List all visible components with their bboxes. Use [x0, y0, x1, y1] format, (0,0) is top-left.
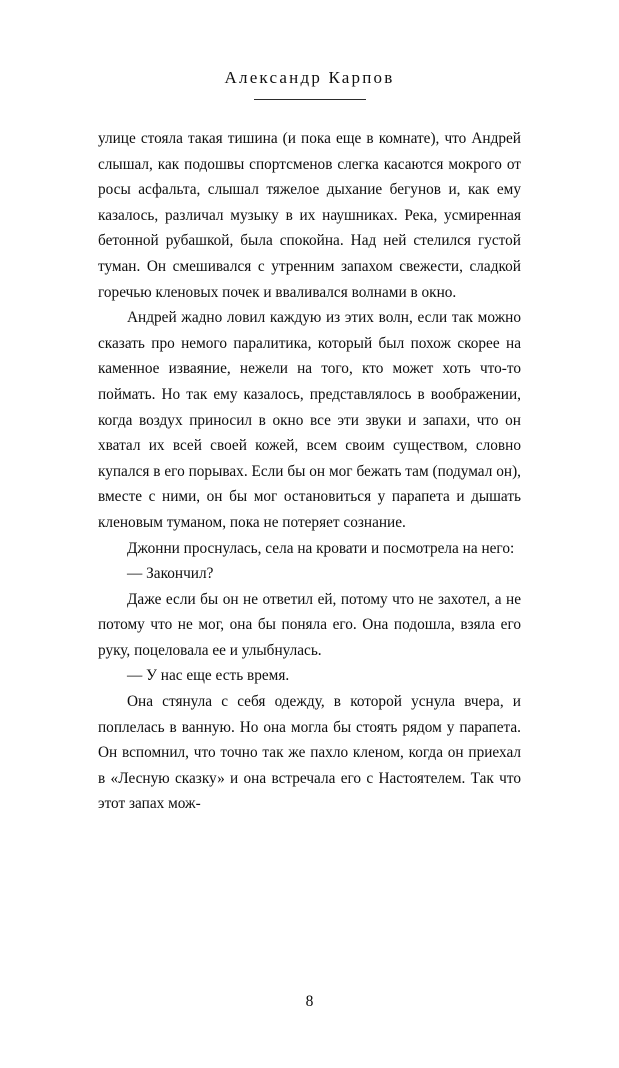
running-head-author: Александр Карпов [224, 68, 395, 87]
paragraph-7: Она стянула с себя одежду, в которой уснула вчера, и поплелась в ванную. Но она могла бы стоять рядом у парапета. Он вспомнил, что точно так же пахло кленом, когда он приехал в «Лесную сказку» и она встречала его с Настоятелем. Так что этот запах мож- [98, 693, 521, 813]
header-divider-rule [254, 99, 366, 100]
paragraph-3: Джонни проснулась, села на кровати и посмотрела на него: [127, 539, 515, 557]
paragraph-4-dialogue: — Закончил? [127, 565, 214, 583]
page-body-text [98, 126, 521, 817]
book-page [0, 68, 619, 1068]
page-number: 8 [305, 993, 314, 1010]
paragraph-5: Даже если бы он не ответил ей, потому что не захотел, а не потому что не мог, она бы поняла его. Она подошла, взяла его руку, поцеловала ее и улыбнулась. [98, 590, 521, 659]
paragraph-1: улице стояла такая тишина (и пока еще в комнате), что Андрей слышал, как подошвы спортсменов слегка касаются мокрого от росы асфальта, слышал тяжелое дыхание бегунов и, как ему казалось, различал музыку в их наушниках. Река, усмиренная бетонной рубашкой, была спокойна. Над ней стелился густой туман. Он смешивался с утренним запахом свежести, сладкой горечью кленовых почек и вваливался волнами в окно. [98, 130, 521, 301]
paragraph-6-dialogue: — У нас еще есть время. [127, 667, 290, 685]
paragraph-2: Андрей жадно ловил каждую из этих волн, если так можно сказать про немого паралитика, который был похож скорее на каменное изваяние, нежели на того, кто может хоть что-то поймать. Но так ему казалось, представлялось в воображении, когда воздух приносил в окно все эти звуки и запахи, что он хватал их всей своей кожей, всем своим существом, словно купался в его порывах. Если бы он мог бежать там (подумал он), вместе с ними, он бы мог остановиться у парапета и дышать кленовым туманом, пока не потеряет сознание. [98, 309, 521, 531]
